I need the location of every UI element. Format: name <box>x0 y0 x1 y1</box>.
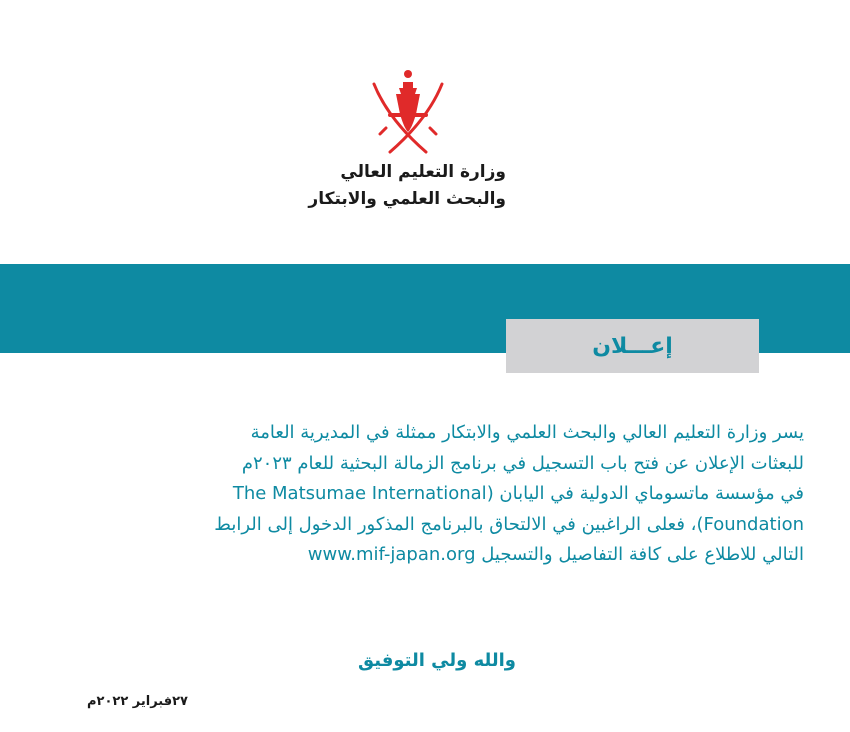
body-line: Foundation)، فعلى الراغبين في الالتحاق بالبرنامج المذكور الدخول إلى الرابط <box>214 513 804 535</box>
announcement-title-box <box>506 319 759 373</box>
body-line-with-link: التالي للاطلاع على كافة التفاصيل والتسجيل www.mif-japan.org <box>307 544 804 565</box>
announcement-date: ٢٧فبراير ٢٠٢٢م <box>86 694 188 709</box>
body-line: يسر وزارة التعليم العالي والبحث العلمي والابتكار ممثلة في المديرية العامة <box>250 422 804 443</box>
closing-phrase: والله ولي التوفيق <box>358 650 516 671</box>
announcement-body <box>52 418 804 571</box>
announcement-title: إعـــلان <box>592 333 673 359</box>
ministry-name-line2: والبحث العلمي والابتكار <box>308 189 506 209</box>
ministry-name-line1: وزارة التعليم العالي <box>340 162 506 182</box>
oman-national-emblem-icon <box>366 64 450 156</box>
body-line: للبعثات الإعلان عن فتح باب التسجيل في برنامج الزمالة البحثية للعام ٢٠٢٣م <box>241 452 804 474</box>
body-line: في مؤسسة ماتسوماي الدولية في اليابان (The Matsumae International <box>232 483 804 504</box>
